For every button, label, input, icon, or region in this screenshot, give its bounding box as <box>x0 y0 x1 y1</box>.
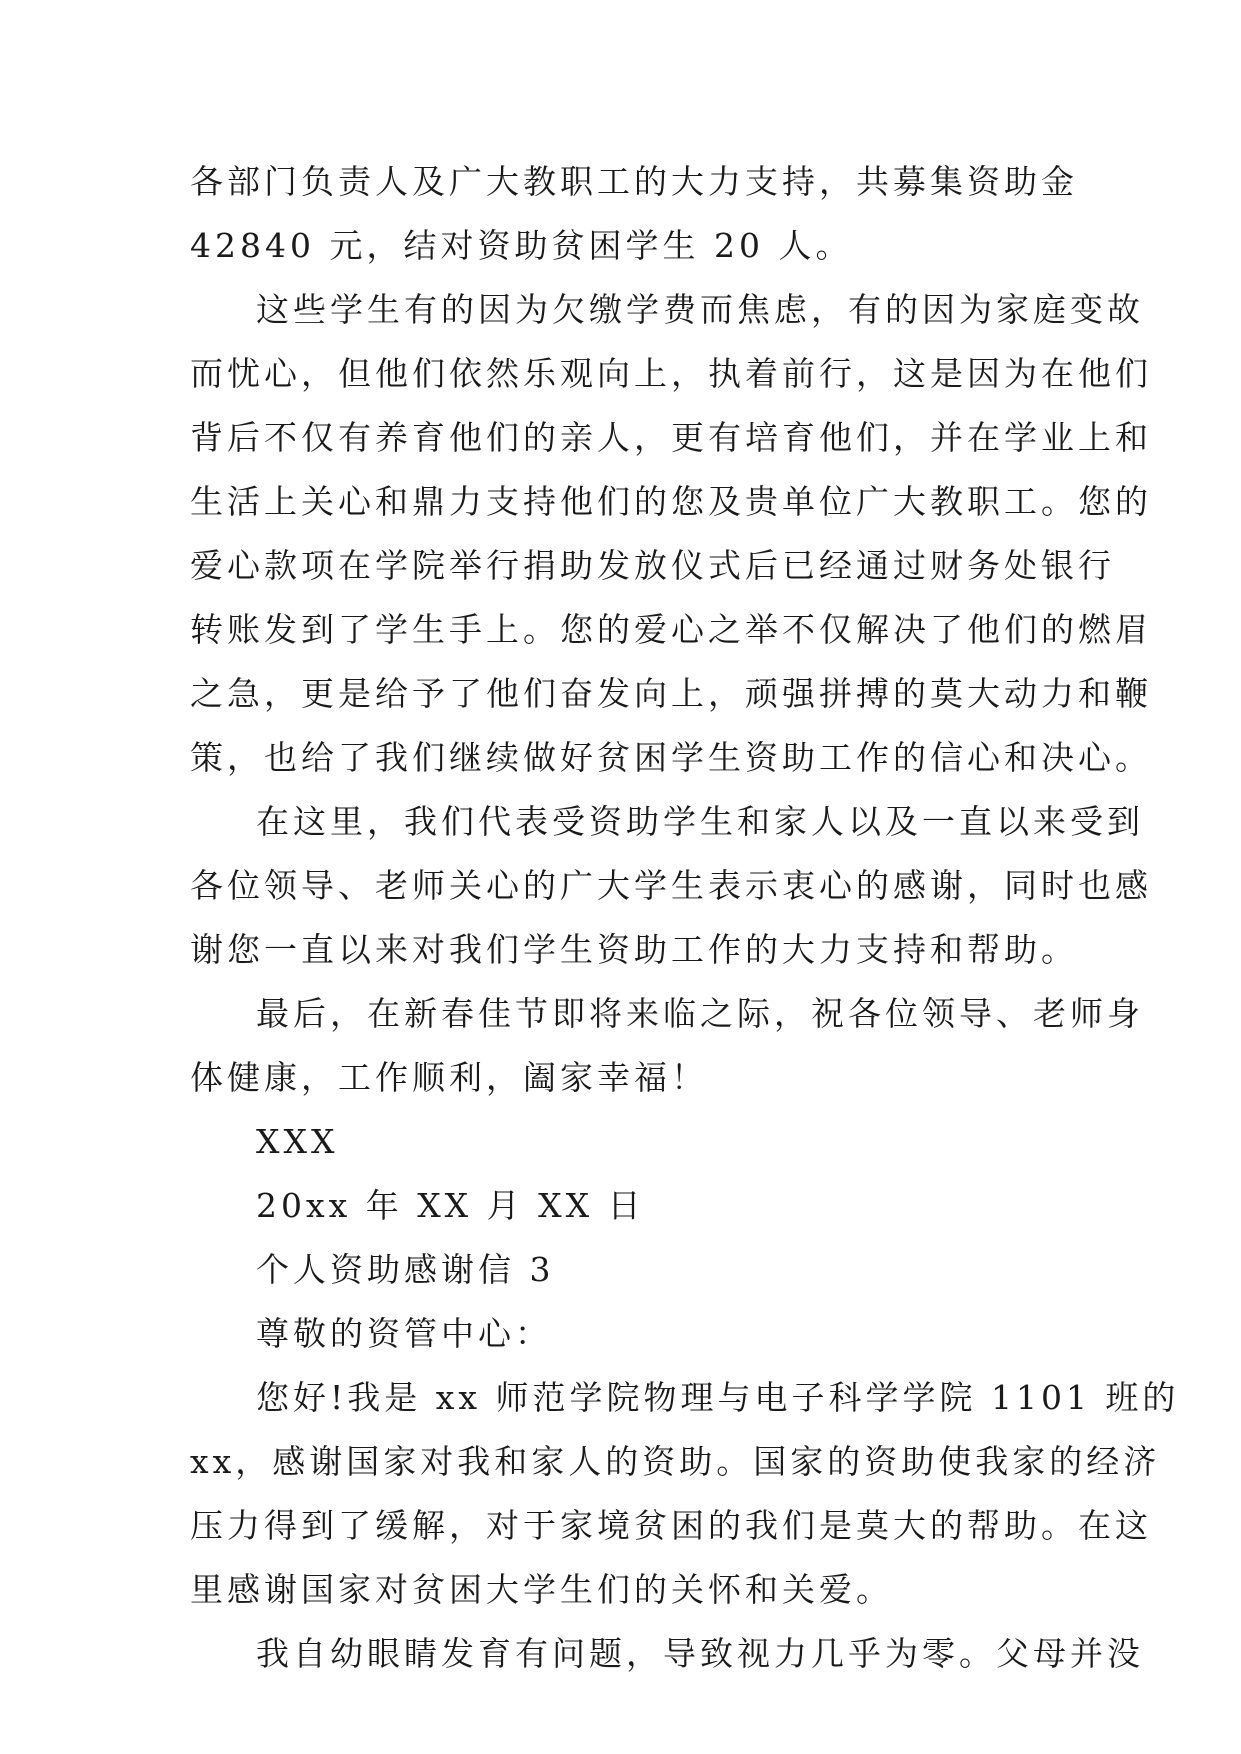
paragraph-line: 谢您一直以来对我们学生资助工作的大力支持和帮助。 <box>190 930 1078 969</box>
paragraph-line: 这些学生有的因为欠缴学费而焦虑，有的因为家庭变故 <box>256 290 1144 329</box>
paragraph-line: 转账发到了学生手上。您的爱心之举不仅解决了他们的燃眉 <box>190 610 1152 649</box>
date: 20xx 年 XX 月 XX 日 <box>256 1186 645 1225</box>
paragraph-line: 体健康，工作顺利，阖家幸福！ <box>190 1058 708 1097</box>
paragraph-line: 最后，在新春佳节即将来临之际，祝各位领导、老师身 <box>256 994 1144 1033</box>
paragraph-line: 各部门负责人及广大教职工的大力支持，共募集资助金 <box>190 162 1078 201</box>
paragraph-line: 42840 元，结对资助贫困学生 20 人。 <box>190 226 853 265</box>
signature: XXX <box>256 1122 339 1161</box>
paragraph-line: 爱心款项在学院举行捐助发放仪式后已经通过财务处银行 <box>190 546 1115 585</box>
paragraph-line: 在这里，我们代表受资助学生和家人以及一直以来受到 <box>256 802 1144 841</box>
paragraph-line: 各位领导、老师关心的广大学生表示衷心的感谢，同时也感 <box>190 866 1152 905</box>
salutation: 尊敬的资管中心： <box>256 1314 552 1353</box>
paragraph-line: 您好!我是 xx 师范学院物理与电子科学学院 1101 班的 <box>256 1378 1180 1417</box>
paragraph-line: 而忧心，但他们依然乐观向上，执着前行，这是因为在他们 <box>190 354 1152 393</box>
paragraph-line: 生活上关心和鼎力支持他们的您及贵单位广大教职工。您的 <box>190 482 1152 521</box>
paragraph-line: xx，感谢国家对我和家人的资助。国家的资助使我家的经济 <box>190 1442 1161 1481</box>
letter-body <box>190 150 1180 1686</box>
paragraph-line: 我自幼眼睛发育有问题，导致视力几乎为零。父母并没 <box>256 1634 1144 1673</box>
section-title: 个人资助感谢信 3 <box>256 1250 555 1289</box>
paragraph-line: 压力得到了缓解，对于家境贫困的我们是莫大的帮助。在这 <box>190 1506 1152 1545</box>
paragraph-line: 之急，更是给予了他们奋发向上，顽强拼搏的莫大动力和鞭 <box>190 674 1152 713</box>
paragraph-line: 背后不仅有养育他们的亲人，更有培育他们，并在学业上和 <box>190 418 1152 457</box>
paragraph-line: 里感谢国家对贫困大学生们的关怀和关爱。 <box>190 1570 893 1609</box>
paragraph-line: 策，也给了我们继续做好贫困学生资助工作的信心和决心。 <box>190 738 1152 777</box>
